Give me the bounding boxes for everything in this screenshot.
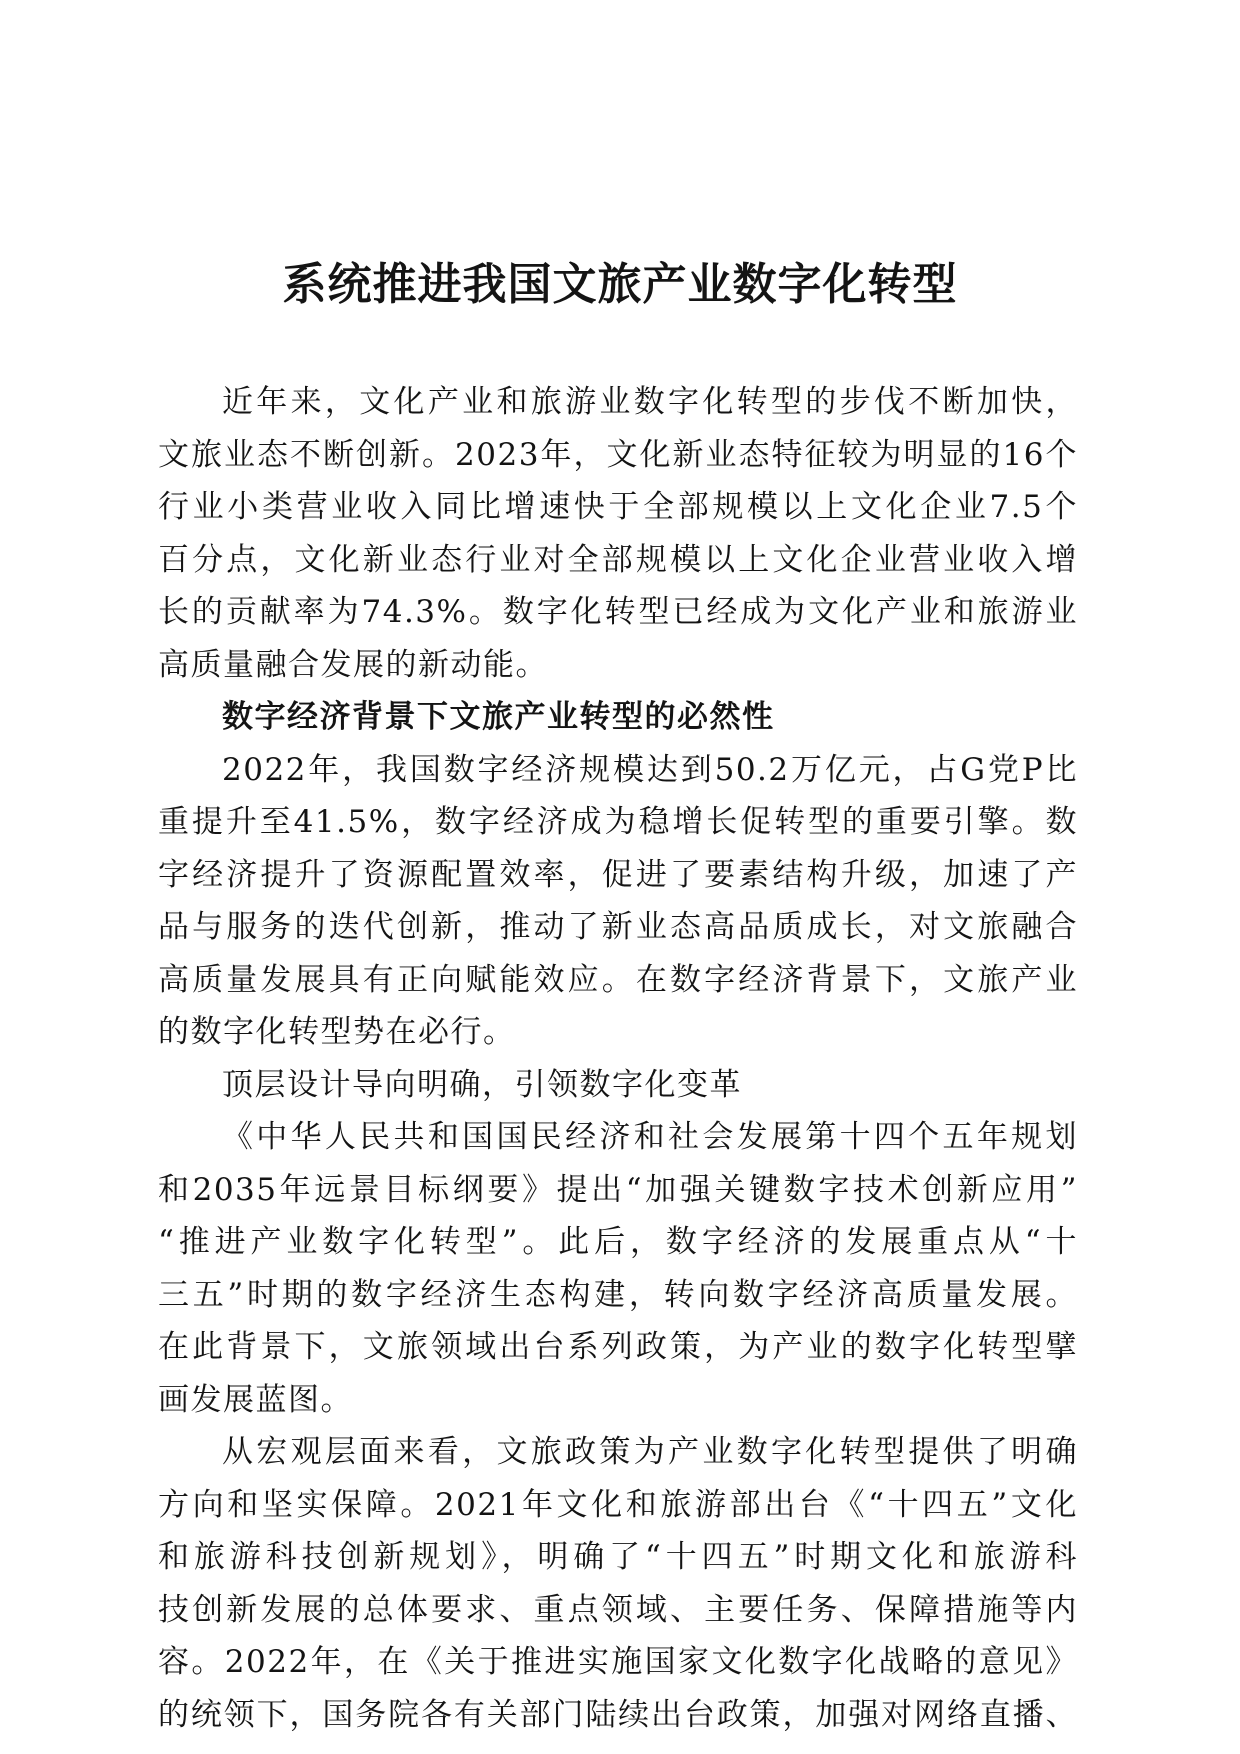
- text-line: 高质量发展具有正向赋能效应。在数字经济背景下，文旅产业: [158, 961, 1078, 998]
- text-line: 容。2022年，在《关于推进实施国家文化数字化战略的意见》: [158, 1644, 1078, 1680]
- text-line: “推进产业数字化转型”。此后，数字经济的发展重点从“十: [158, 1224, 1078, 1260]
- text-line: 近年来，文化产业和旅游业数字化转型的步伐不断加快，: [222, 384, 1078, 420]
- text-line: 从宏观层面来看，文旅政策为产业数字化转型提供了明确: [222, 1434, 1078, 1470]
- text-line: 长的贡献率为74.3%。数字化转型已经成为文化产业和旅游业: [158, 594, 1078, 630]
- section-heading: 数字经济背景下文旅产业转型的必然性: [222, 699, 775, 735]
- text-line: 行业小类营业收入同比增速快于全部规模以上文化企业7.5个: [158, 489, 1078, 525]
- text-line: 和旅游科技创新规划》，明确了“十四五”时期文化和旅游科: [158, 1539, 1078, 1575]
- paragraph-macro-policy: [158, 1426, 1078, 1741]
- article-body: [158, 376, 1078, 1741]
- paragraph-intro: [158, 376, 1078, 691]
- text-line: 和2035年远景目标纲要》提出“加强关键数字技术创新应用”: [158, 1171, 1078, 1208]
- text-line: 品与服务的迭代创新，推动了新业态高品质成长，对文旅融合: [158, 909, 1078, 945]
- text-line: 的统领下，国务院各有关部门陆续出台政策，加强对网络直播、: [158, 1696, 1078, 1733]
- text-line: 百分点，文化新业态行业对全部规模以上文化企业营业收入增: [158, 541, 1078, 578]
- text-line: 《中华人民共和国国民经济和社会发展第十四个五年规划: [222, 1119, 1078, 1155]
- paragraph-top-level-design: [158, 1111, 1078, 1426]
- article-title: 系统推进我国文旅产业数字化转型: [282, 259, 958, 310]
- text-line: 文旅业态不断创新。2023年，文化新业态特征较为明显的16个: [158, 436, 1078, 473]
- text-line: 在此背景下，文旅领域出台系列政策，为产业的数字化转型擘: [158, 1329, 1078, 1365]
- paragraph-digital-economy: [158, 744, 1078, 1059]
- text-line: 高质量融合发展的新动能。: [158, 646, 548, 683]
- text-line: 字经济提升了资源配置效率，促进了要素结构升级，加速了产: [158, 856, 1078, 893]
- text-line: 技创新发展的总体要求、重点领域、主要任务、保障措施等内: [158, 1591, 1078, 1628]
- text-line: 的数字化转型势在必行。: [158, 1014, 516, 1050]
- text-line: 重提升至41.5%，数字经济成为稳增长促转型的重要引擎。数: [158, 804, 1078, 840]
- text-line: 方向和坚实保障。2021年文化和旅游部出台《“十四五”文化: [158, 1486, 1078, 1523]
- section-heading: 顶层设计导向明确，引领数字化变革: [222, 1066, 742, 1103]
- text-line: 画发展蓝图。: [158, 1381, 353, 1418]
- text-line: 三五”时期的数字经济生态构建，转向数字经济高质量发展。: [158, 1276, 1078, 1313]
- text-line: 2022年，我国数字经济规模达到50.2万亿元，占G党P比: [222, 751, 1078, 788]
